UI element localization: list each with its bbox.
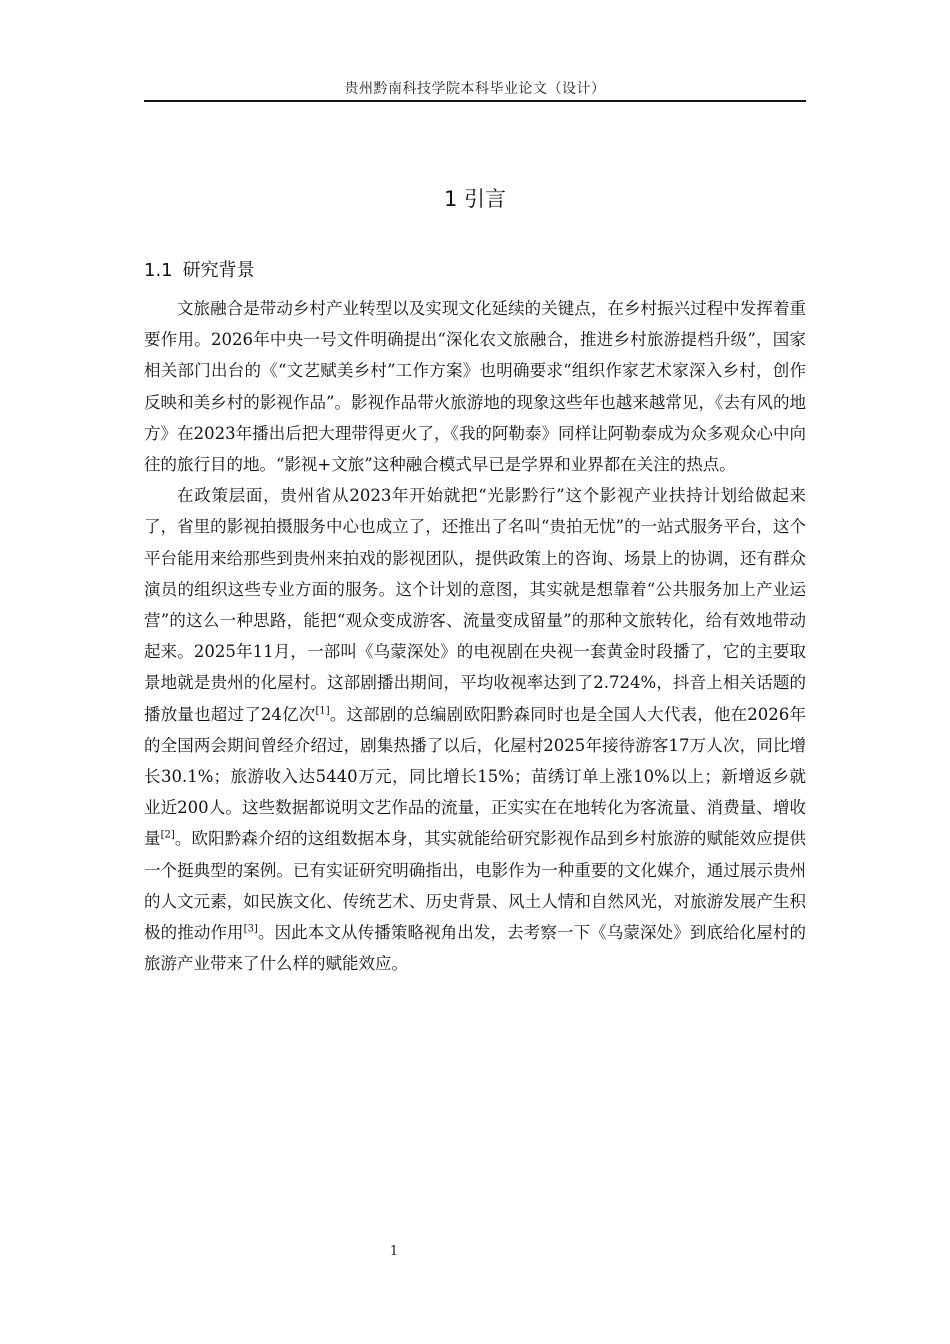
section-title: 研究背景 xyxy=(182,260,255,281)
section-number: 1.1 xyxy=(144,260,173,281)
paragraph-text: 文旅融合是带动乡村产业转型以及实现文化延续的关键点，在乡村振兴过程中发挥着重要作用。2026年中央一号文件明确提出“深化农文旅融合，推进乡村旅游提档升级”，国家相关部门出台的《“文艺赋美乡村”工作方案》也明确要求“组织作家艺术家深入乡村，创作反映和美乡村的影视作品”。影视作品带火旅游地的现象这些年也越来越常见，《去有风的地方》在2023年播出后把大理带得更火了，《我的阿勒泰》同样让阿勒泰成为众多观众心中向往的旅行目的地。“影视+文旅”这种融合模式早已是学界和业界都在关注的热点。 xyxy=(144,299,806,475)
body-text xyxy=(144,293,806,979)
paragraph-text: 。这部剧的总编剧欧阳黔森同时也是全国人大代表，他在2026年的全国两会期间曾经介绍过，剧集热播了以后，化屋村2025年接待游客17万人次，同比增长30.1%；旅游收入达5440万元，同比增长15%；苗绣订单上涨10%以上；新增返乡就业近200人。这些数据都说明文艺作品的流量，正实实在在地转化为客流量、消费量、增收量 xyxy=(144,704,806,849)
header-rule xyxy=(144,100,806,102)
running-header: 贵州黔南科技学院本科毕业论文（设计） xyxy=(344,81,606,97)
citation-ref-2[interactable]: [2] xyxy=(160,829,175,841)
paragraph-2 xyxy=(144,480,806,979)
section-heading xyxy=(144,256,255,282)
chapter-title: 1 引言 xyxy=(443,187,507,211)
paragraph-text: 。因此本文从传播策略视角出发，去考察一下《乌蒙深处》到底给化屋村的旅游产业带来了什么样的赋能效应。 xyxy=(144,923,807,974)
paragraph-text: 在政策层面，贵州省从2023年开始就把“光影黔行”这个影视产业扶持计划给做起来了，省里的影视拍摄服务中心也成立了，还推出了名叫“贵拍无忧”的一站式服务平台，这个平台能用来给那些到贵州来拍戏的影视团队，提供政策上的咨询、场景上的协调，还有群众演员的组织这些专业方面的服务。这个计划的意图，其实就是想靠着“公共服务加上产业运营”的这么一种思路，能把“观众变成游客、流量变成留量”的那种文旅转化，给有效地带动起来。2025年11月，一部叫《乌蒙深处》的电视剧在央视一套黄金时段播了，它的主要取景地就是贵州的化屋村。这部剧播出期间，平均收视率达到了2.724%，抖音上相关话题的播放量也超过了24亿次 xyxy=(144,486,806,724)
citation-ref-3[interactable]: [3] xyxy=(243,923,258,935)
paragraph-1 xyxy=(144,293,806,480)
citation-ref-1[interactable]: [1] xyxy=(315,705,330,717)
page-number: 1 xyxy=(389,1244,399,1259)
paragraph-text: 。欧阳黔森介绍的这组数据本身，其实就能给研究影视作品到乡村旅游的赋能效应提供一个挺典型的案例。已有实证研究明确指出，电影作为一种重要的文化媒介，通过展示贵州的人文元素，如民族文化、传统艺术、历史背景、风土人情和自然风光，对旅游发展产生积极的推动作用 xyxy=(144,829,807,943)
